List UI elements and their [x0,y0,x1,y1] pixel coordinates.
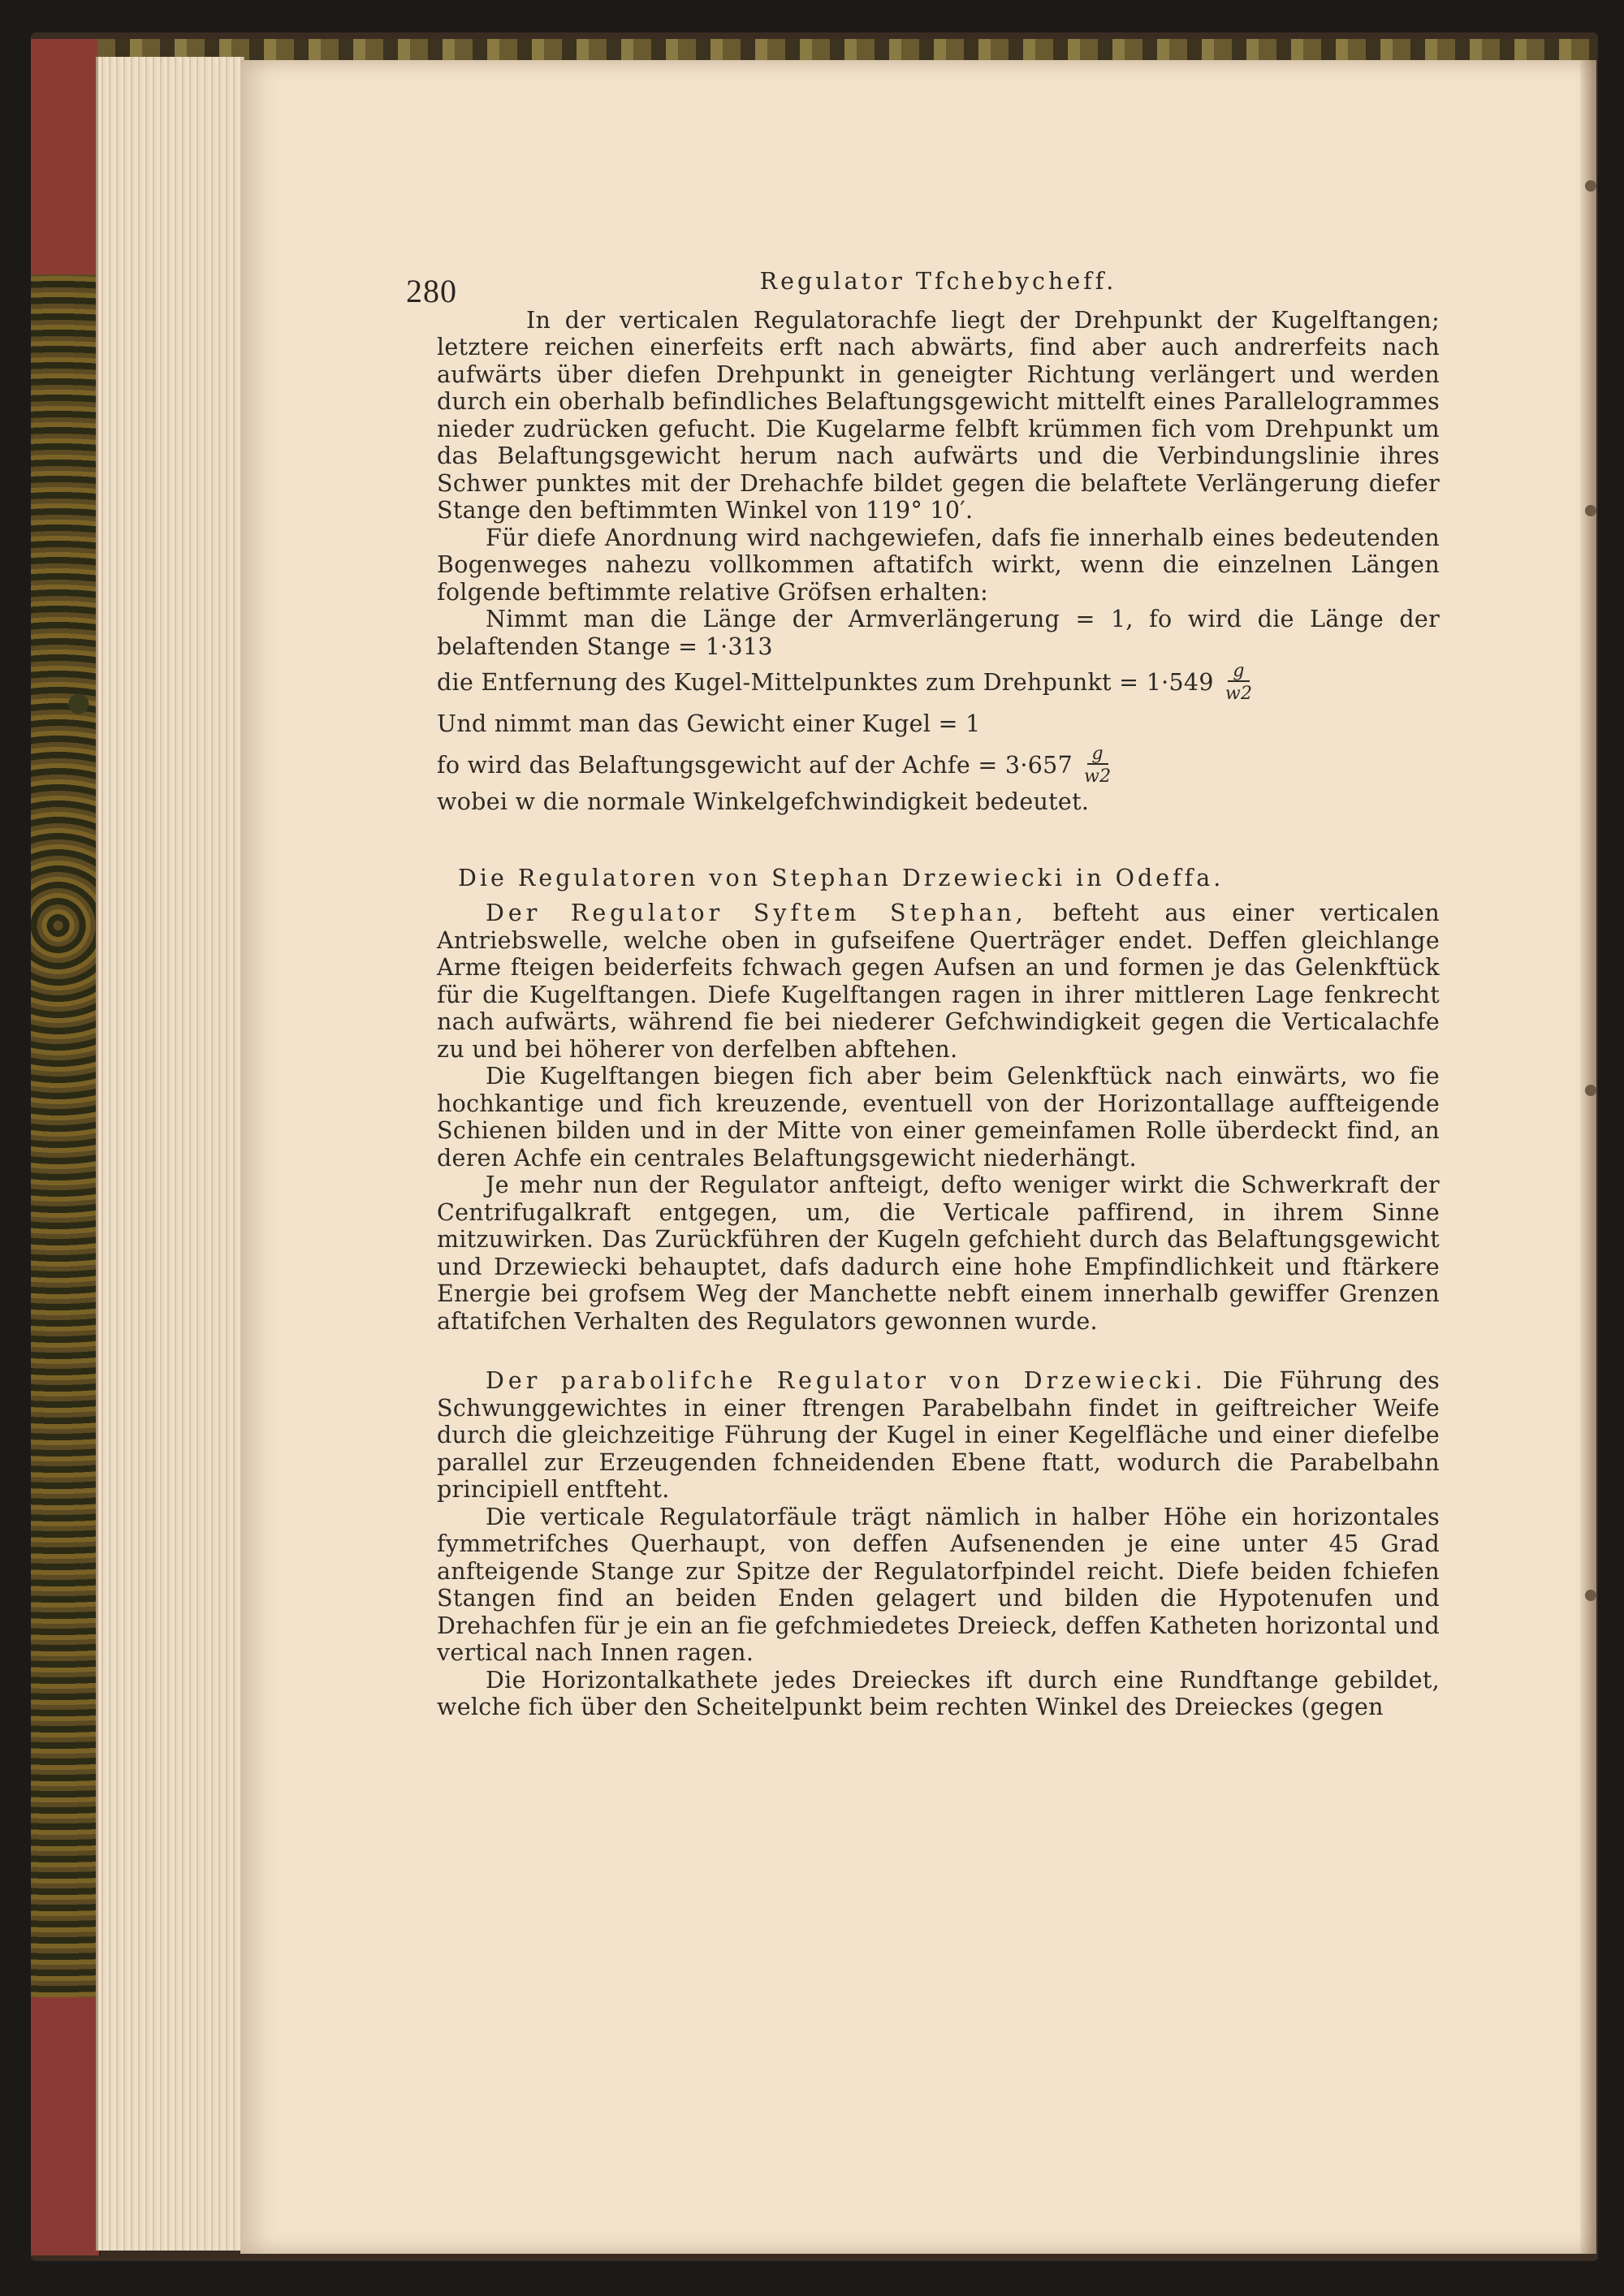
marbled-cover-edge [31,39,101,2255]
fraction-denominator: w2 [1084,766,1112,787]
paragraph: Die Kugelftangen biegen fich aber beim Gelenkftück nach einwärts, wo fie hochkantige und fich kreuzende, eventuell von der Horizontallage auffteigende Schienen bilden und in der Mitte von einer gemeinfamen Rolle überdeckt find, an deren Achfe ein centrales Belaftungsgewicht niederhängt. [437,1063,1440,1172]
fraction-denominator: w2 [1224,684,1253,704]
fraction-numerator: g [1228,662,1249,682]
page-fore-edge [96,57,244,2251]
paragraph: Je mehr nun der Regulator anfteigt, defto weniger wirkt die Schwerkraft der Centrifugalkraft entgegen, um, die Verticale paffirend, in ihrem Sinne mitzuwirken. Das Zurückführen der Kugeln gefchieht durch das Belaftungsgewicht und Drzewiecki behauptet, dafs dadurch eine hohe Empfindlichkeit und ftärkere Energie bei grofsem Weg der Manchette nebft einem innerhalb gewiffer Grenzen aftatifchen Verhalten des Regulators gewonnen wurde. [437,1172,1440,1335]
cover-leather-corner-top [31,39,99,274]
paragraph [437,900,1440,1063]
formula-text: fo wird das Belaftungsgewicht auf der Achfe = 3·657 [437,752,1073,779]
fraction-numerator: g [1087,745,1108,765]
section-heading-tschebycheff: Regulator Tfchebycheff. [759,268,1117,295]
binding-mark [1585,1590,1596,1601]
page-number: 280 [406,273,457,309]
fraction [1084,745,1111,786]
run-in-heading: Der parabolifche Regulator von Drzewiecki. [486,1367,1207,1394]
gutter-shadow [1580,60,1596,2254]
paragraph: Die verticale Regulatorfäule trägt nämlich in halber Höhe ein horizontales fymmetrifches Querhaupt, von deffen Aufsenenden je eine unter 45 Grad anfteigende Stange zur Spitze der Regulatorfpindel reicht. Diefe beiden fchiefen Stangen find an beiden Enden gelagert und bilden die Hypotenufen und Drehachfen für je ein an fie gefchmiedetes Dreieck, deffen Katheten horizontal und vertical nach Innen ragen. [437,1503,1440,1666]
formula-line [437,660,1440,706]
fraction [1225,662,1252,703]
paragraph-text: Die Führung des Schwunggewichtes in einer ftrengen Parabelbahn findet in geiftreicher Weife durch die gleichzeitige Führung der Kugel in einer Kegelfläche und einer diefelbe parallel zur Erzeugenden fchneidenden Ebene ftatt, wodurch die Parabelbahn principiell entfteht. [437,1367,1440,1503]
paragraph [437,1367,1440,1504]
run-in-heading: Der Regulator Syftem Stephan, [486,900,1027,926]
formula-line [437,743,1440,788]
formula-text: Und nimmt man das Gewicht einer Kugel = 1 [437,710,981,738]
paragraph: Die Horizontalkathete jedes Dreieckes ift durch eine Rundftange gebildet, welche fich über den Scheitelpunkt beim rechten Winkel des Dreieckes (gegen [437,1666,1440,1720]
paragraph: In der verticalen Regulatorachfe liegt der Drehpunkt der Kugelftangen; letztere reichen einerfeits erft nach abwärts, find aber auch andrerfeits nach aufwärts über diefen Drehpunkt in geneigter Richtung verlängert und werden durch ein oberhalb befindliches Belaftungsgewicht mittelft eines Parallelogrammes nieder zudrücken gefucht. Die Kugelarme felbft krümmen fich vom Drehpunkt um das Belaftungsgewicht herum nach aufwärts und die Verbindungslinie ihres Schwer punktes mit der Drehachfe bildet gegen die belaftete Verlängerung diefer Stange den beftimmten Winkel von 119° 10′. [437,306,1440,524]
formula-line [437,706,1440,743]
binding-mark [1585,1085,1596,1096]
paragraph-text: befteht aus einer verticalen Antriebswelle, welche oben in gufseifene Querträger endet. Deffen gleichlange Arme fteigen beiderfeits fchwach gegen Aufsen an und formen je das Gelenkftück für die Kugelftangen. Diefe Kugelftangen ragen in ihrer mittleren Lage fenkrecht nach aufwärts, während fie bei niederer Gefchwindigkeit gegen die Verticalachfe zu und bei höherer von derfelben abftehen. [437,900,1440,1063]
paragraph: Nimmt man die Länge der Armverlängerung = 1, fo wird die Länge der belaftenden Stange = 1·313 [437,606,1440,660]
page-text [437,268,1440,1721]
binding-mark [1585,505,1596,516]
formula-text: die Entfernung des Kugel-Mittelpunktes zum Drehpunkt = 1·549 [437,669,1214,697]
paragraph: wobei w die normale Winkelgefchwindigkeit bedeutet. [437,788,1090,815]
paragraph: Für diefe Anordnung wird nachgewiefen, dafs fie innerhalb eines bedeutenden Bogenweges nahezu vollkommen aftatifch wirkt, wenn die einzelnen Längen folgende beftimmte relative Gröfsen erhalten: [437,524,1440,606]
binding-mark [1585,180,1596,192]
section-heading-drzewiecki: Die Regulatoren von Stephan Drzewiecki in Odeffa. [458,864,1224,891]
cover-leather-corner-bottom [31,1997,99,2255]
